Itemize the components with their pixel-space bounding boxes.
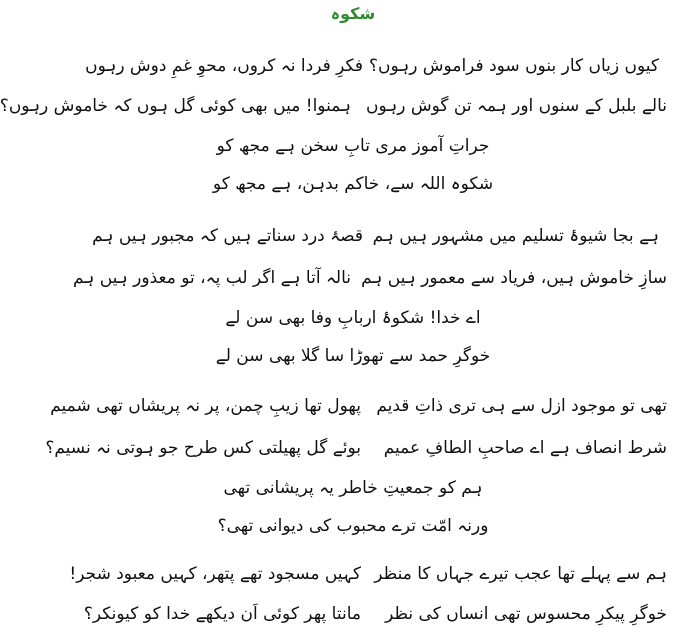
verse-left-hemistich: بوئے گل پھیلتی کس طرح جو ہوتی نہ نسیم؟ — [45, 438, 361, 458]
stanza-closing-line: شکوہ اللہ سے، خاکم بدہن، ہے مجھ کو — [212, 174, 494, 194]
stanza-closing-line: خوگرِ حمد سے تھوڑا سا گلا بھی سن لے — [215, 346, 491, 366]
stanza-closing-line: اے خدا! شکوۂ اربابِ وفا بھی سن لے — [225, 308, 481, 328]
stanza-closing-line: ہم کو جمعیتِ خاطر یہ پریشانی تھی — [223, 478, 483, 498]
verse-right-hemistich: کیوں زیاں کار بنوں سود فراموش رہوں؟ — [368, 56, 659, 76]
stanza-closing-line: ورنہ امّت ترے محبوب کی دیوانی تھی؟ — [217, 516, 489, 536]
verse-left-hemistich: مانتا پھر کوئی اَن دیکھے خدا کو کیونکر؟ — [83, 604, 361, 624]
poem-title: شکوہ — [330, 4, 376, 23]
stanza-closing-line: جراتِ آموز مری تابِ سخن ہے مجھ کو — [216, 136, 490, 156]
verse-left-hemistich: پھول تھا زیبِ چمن، پر نہ پریشاں تھی شمیم — [50, 396, 361, 416]
verse-left-hemistich: قصۂ درد سناتے ہیں کہ مجبور ہیں ہم — [92, 226, 363, 246]
verse-right-hemistich: تھی تو موجود ازل سے ہی تری ذاتِ قدیم — [376, 396, 667, 416]
verse-left-hemistich: ہمنوا! میں بھی کوئی گل ہوں کہ خاموش رہوں؟ — [0, 96, 351, 116]
verse-right-hemistich: ہے بجا شیوۂ تسلیم میں مشہور ہیں ہم — [372, 226, 659, 246]
verse-left-hemistich: کہیں مسجود تھے پتھر، کہیں معبود شجر! — [69, 564, 361, 584]
verse-left-hemistich: نالہ آتا ہے اگر لب پہ، تو معذور ہیں ہم — [73, 268, 351, 288]
verse-right-hemistich: نالے بلبل کے سنوں اور ہمہ تن گوش رہوں — [366, 96, 667, 116]
verse-right-hemistich: ہم سے پہلے تھا عجب تیرے جہاں کا منظر — [374, 564, 667, 584]
verse-right-hemistich: سازِ خاموش ہیں، فریاد سے معمور ہیں ہم — [361, 268, 667, 288]
verse-right-hemistich: خوگرِ پیکرِ محسوس تھی انساں کی نظر — [385, 604, 667, 624]
verse-right-hemistich: شرط انصاف ہے اے صاحبِ الطافِ عمیم — [383, 438, 667, 458]
verse-left-hemistich: فکرِ فردا نہ کروں، محوِ غمِ دوش رہوں — [85, 56, 363, 76]
